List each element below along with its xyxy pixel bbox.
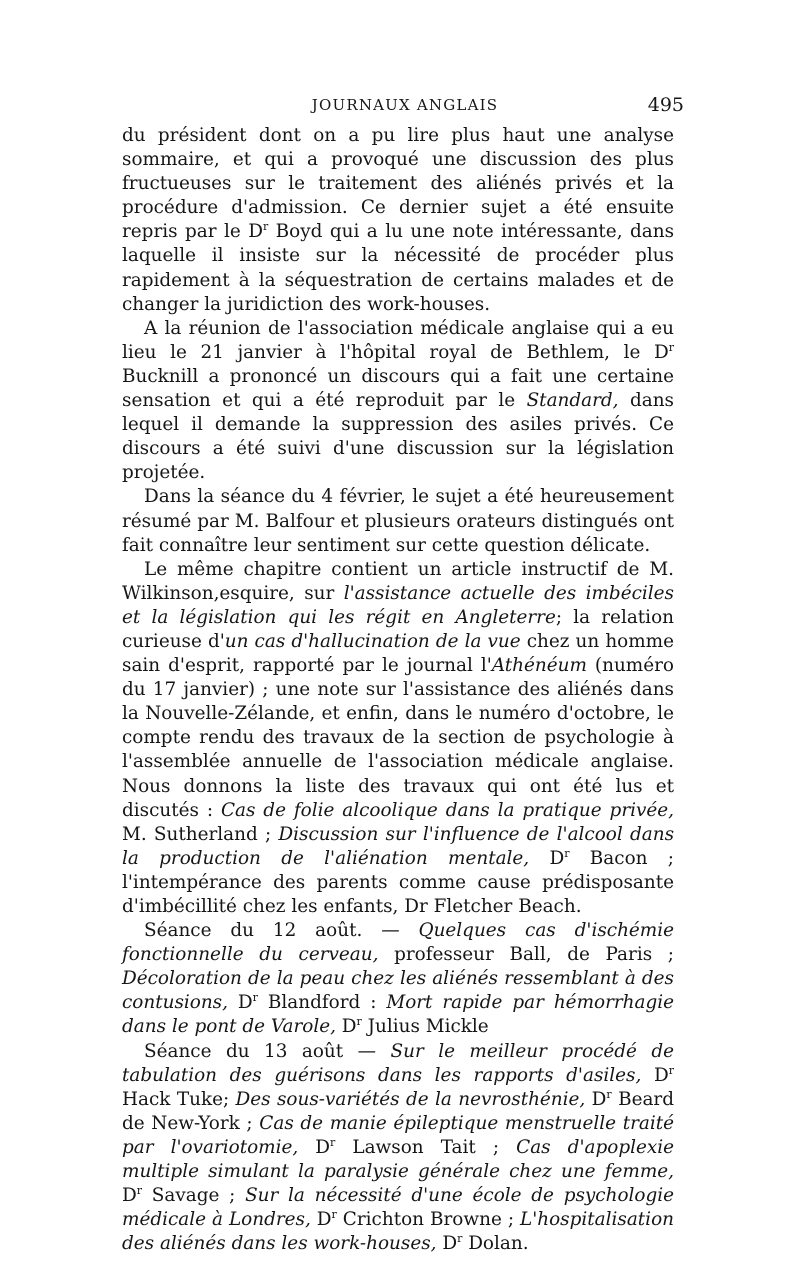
italic-text: Décoloration de la peau chez les aliénés ressemblant à des contusions, xyxy=(122,968,674,1014)
italic-text: Sur la nécessité d'une école de psychologie médicale à Londres, xyxy=(122,1185,675,1231)
title-abbreviation: r xyxy=(606,1087,612,1101)
text-run: professeur Ball, de Paris ; xyxy=(378,944,674,966)
text-run: D xyxy=(227,992,253,1014)
title-abbreviation: r xyxy=(331,1208,337,1222)
paragraph xyxy=(122,124,674,317)
title-abbreviation: r xyxy=(136,1184,143,1198)
running-header xyxy=(122,94,688,116)
italic-text: Cas de manie épileptique menstruelle traité par l'ovariotomie, xyxy=(122,1112,674,1158)
paragraph xyxy=(122,317,674,486)
paragraph xyxy=(122,919,674,1039)
text-run: Savage ; xyxy=(142,1185,246,1207)
text-run: Dolan. xyxy=(462,1233,529,1255)
text-run: Bacon ; l'intempérance des parents comme cause prédisposante d'imbécillité chez les enfants, Dr Fletcher Beach. xyxy=(122,847,674,917)
italic-text: Cas d'apoplexie multiple simulant la paralysie générale chez une femme, xyxy=(122,1136,674,1183)
text-run: D xyxy=(585,1088,607,1110)
text-run: Lawson Tait ; xyxy=(335,1136,517,1158)
text-run: D xyxy=(298,1136,331,1158)
running-title: JOURNAUX ANGLAIS xyxy=(311,96,499,114)
title-abbreviation: r xyxy=(330,1135,336,1149)
text-run: D xyxy=(529,847,565,869)
text-run: du président dont on a pu lire plus haut une analyse sommaire, et qui a provoqué une discussion des plus fructueuses sur le traitement des aliénés privés et la procédure d'admission. Ce dernier sujet a été ensuite repris par le D xyxy=(122,125,674,243)
text-run: D xyxy=(641,1064,669,1086)
text-run: A la réunion de l'association médicale anglaise qui a eu lieu le 21 janvier à l'hôpital royal de Bethlem, le D xyxy=(122,317,674,363)
text-run: Beard de New-York ; xyxy=(122,1088,674,1134)
text-run: D xyxy=(310,1209,332,1231)
italic-text: Discussion sur l'influence de l'alcool dans la production de l'aliénation mentale, xyxy=(122,823,675,869)
text-run: Julius Mickle xyxy=(361,1016,489,1038)
italic-text: L'hospitalisation des aliénés dans les work-houses, xyxy=(122,1209,674,1255)
title-abbreviation: r xyxy=(668,340,674,354)
italic-text: Des sous-variétés de la nevrosthénie, xyxy=(235,1088,586,1110)
paragraph xyxy=(122,485,674,557)
text-run: Hack Tuke; xyxy=(122,1088,236,1110)
text-run: D xyxy=(335,1016,357,1038)
text-run: (numéro du 17 janvier) ; une note sur l'assistance des aliénés dans la Nouvelle-Zélande, et enfin, dans le numéro d'octobre, le compte rendu des travaux de la section de psychologie à l'assemblée annuelle de l'association médicale anglaise. Nous donnons la liste des travaux qui ont été lus et discutés : xyxy=(122,655,674,821)
paragraph xyxy=(122,1040,674,1257)
text-run: Le même chapitre contient un article instructif de M. Wilkinson,esquire, sur xyxy=(122,558,674,604)
italic-text: Athénéum xyxy=(491,655,587,677)
text-run: M. Sutherland ; xyxy=(122,823,279,845)
text-run: Blandford : xyxy=(257,992,387,1014)
text-run: dans lequel il demande la suppression des asiles privés. Ce discours a été suivi d'une discussion sur la législation projetée. xyxy=(122,390,674,484)
text-run: Séance du 12 août. — xyxy=(144,920,419,942)
text-run: D xyxy=(436,1233,458,1255)
text-run: Crichton Browne ; xyxy=(336,1209,520,1231)
text-run: Boyd qui a lu une note intéressante, dans laquelle il insiste sur la nécessité de procéder plus rapidement à la séquestration de certains malades et de changer la juridiction des work-houses. xyxy=(122,221,675,315)
body-text xyxy=(122,124,674,1256)
paragraph xyxy=(122,558,674,919)
title-abbreviation: r xyxy=(262,220,269,234)
italic-text: Sur le meilleur procédé de tabulation des guérisons dans les rapports d'asiles, xyxy=(122,1040,674,1086)
page-number: 495 xyxy=(647,94,684,116)
title-abbreviation: r xyxy=(356,1015,362,1029)
italic-text: un cas d'hallucination de la vue xyxy=(224,630,521,652)
text-run: Bucknill a prononcé un discours qui a fait une certaine sensation et qui a été reproduit par le xyxy=(122,365,674,412)
text-run: Séance du 13 août — xyxy=(144,1040,391,1062)
title-abbreviation: r xyxy=(457,1232,463,1246)
italic-text: Quelques cas d'ischémie fonctionnelle du cerveau, xyxy=(122,920,675,966)
text-run: D xyxy=(122,1185,137,1207)
text-run: chez un homme sain d'esprit, rapporté par le journal l' xyxy=(122,630,674,677)
italic-text: Standard, xyxy=(526,390,619,412)
italic-text: l'assistance actuelle des imbéciles et la législation qui les régit en Angleterre xyxy=(122,582,674,628)
title-abbreviation: r xyxy=(668,1063,674,1077)
italic-text: Cas de folie alcoolique dans la pratique privée, xyxy=(220,799,674,821)
text-run: ; la relation curieuse d' xyxy=(122,606,674,652)
title-abbreviation: r xyxy=(564,846,570,860)
title-abbreviation: r xyxy=(252,991,258,1005)
text-run: Dans la séance du 4 février, le sujet a été heureusement résumé par M. Balfour et plusieurs orateurs distingués ont fait connaître leur sentiment sur cette question délicate. xyxy=(122,486,674,556)
italic-text: Mort rapide par hémorrhagie dans le pont de Varole, xyxy=(122,992,675,1038)
